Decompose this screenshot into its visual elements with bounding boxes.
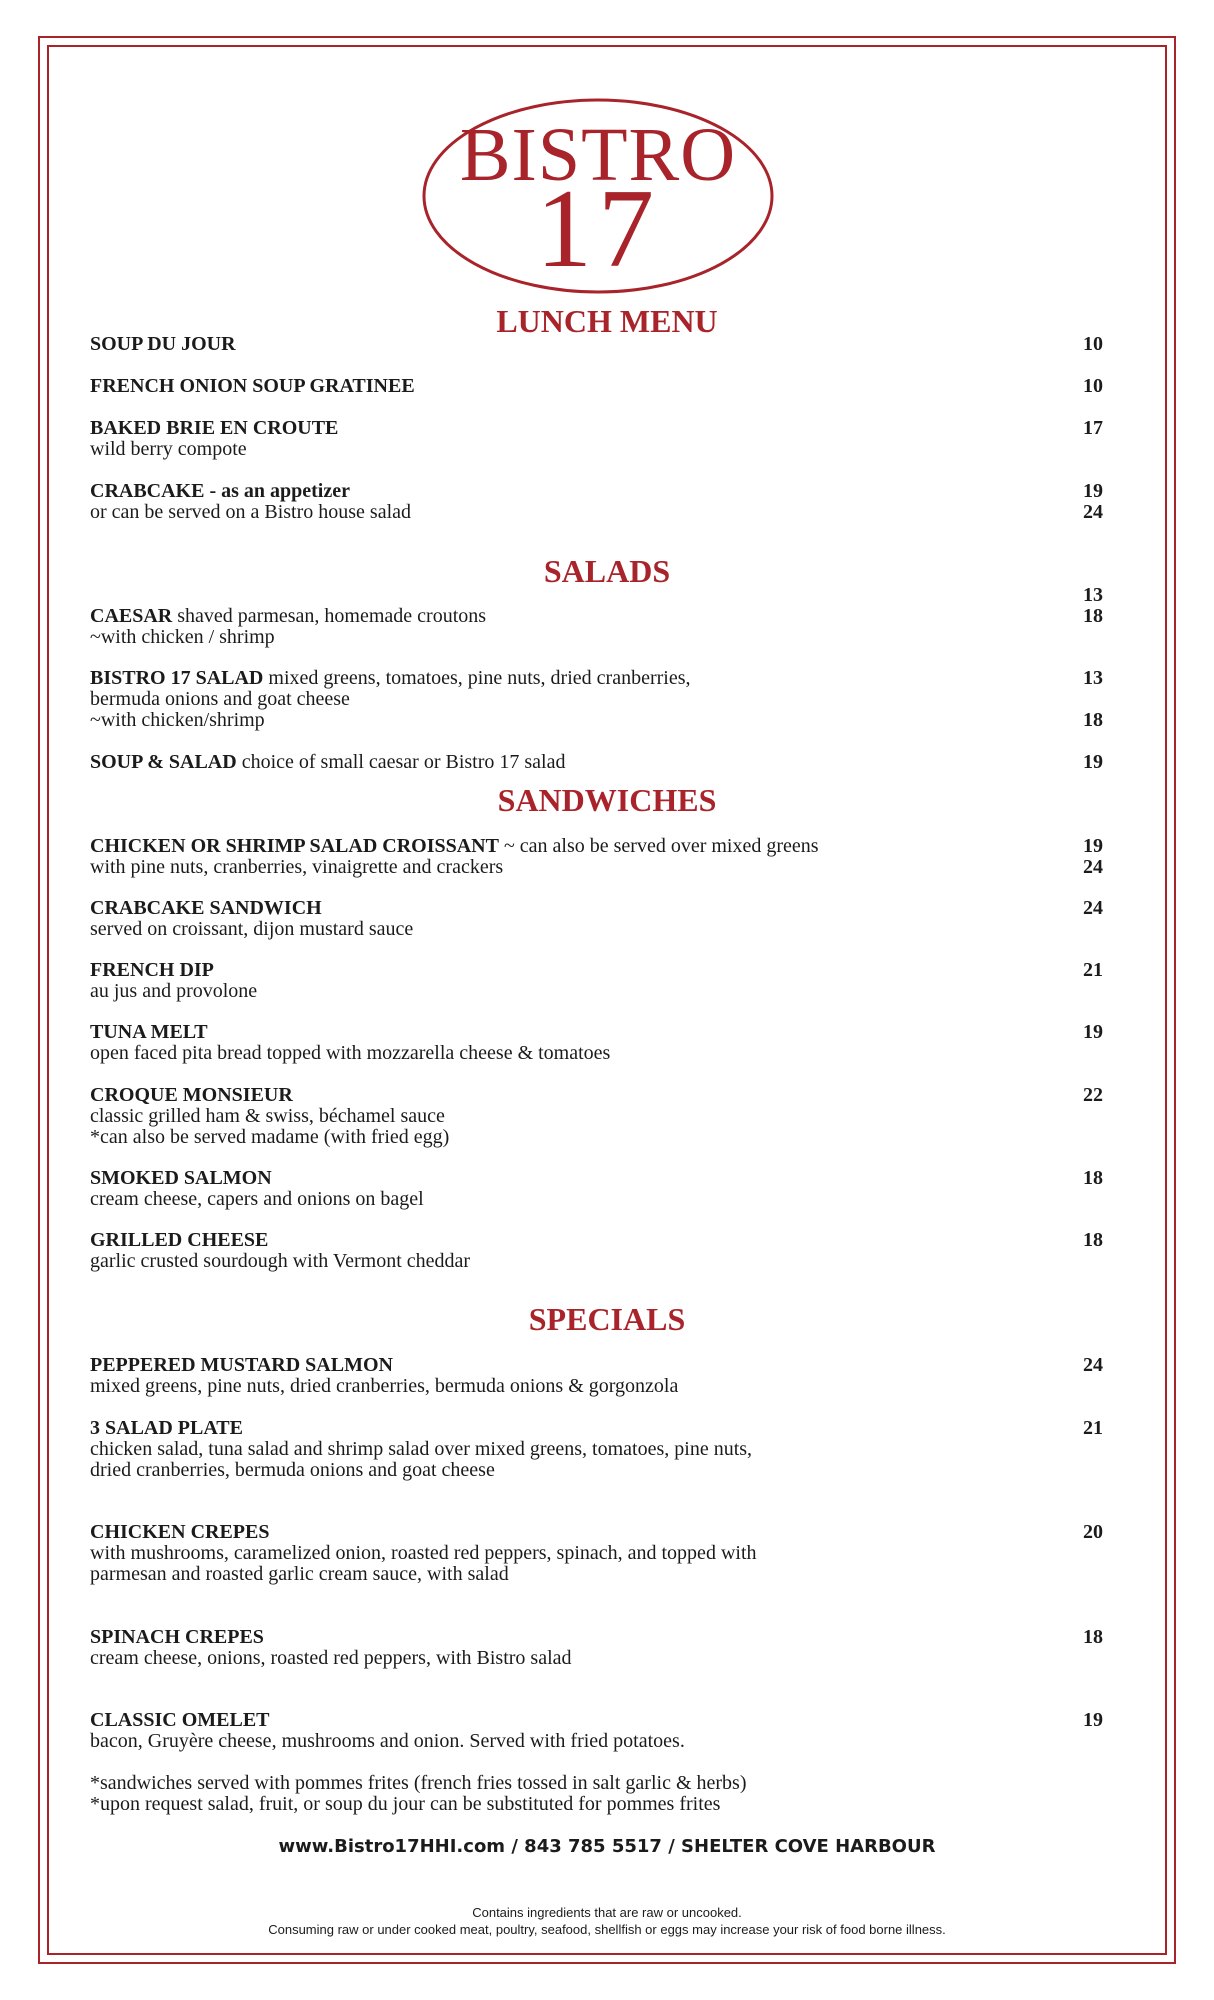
menu-item-croissant [90,836,1105,878]
item-price: 21 [1083,1417,1103,1439]
item-description: cream cheese, onions, roasted red peppers, with Bistro salad [90,1647,572,1669]
item-description: shaved parmesan, homemade croutons [172,605,487,627]
bistro-logo [421,97,775,295]
menu-item-soup-du-jour [90,334,1105,355]
item-name: GRILLED CHEESE [90,1229,269,1251]
item-name: PEPPERED MUSTARD SALMON [90,1354,393,1376]
item-description-extra: dried cranberries, bermuda onions and goat cheese [90,1459,495,1481]
item-name: CAESAR [90,605,173,627]
salads-heading: SALADS [543,553,671,589]
menu-item-chicken-crepes [90,1522,1105,1585]
item-price: 18 [1083,1626,1103,1648]
item-name: CRABCAKE SANDWICH [90,897,322,919]
item-description-extra: parmesan and roasted garlic cream sauce, with salad [90,1563,509,1585]
item-description: cream cheese, capers and onions on bagel [90,1188,424,1210]
disclaimer-line-2: Consuming raw or under cooked meat, poultry, seafood, shellfish or eggs may increase your risk of food borne illness. [268,1922,946,1937]
item-price: 24 [1083,1354,1103,1376]
frites-note: *sandwiches served with pommes frites (french fries tossed in salt garlic & herbs) [90,1772,747,1794]
item-price: 18 [1083,1229,1103,1251]
item-price-alt: 24 [1083,501,1103,523]
item-description: garlic crusted sourdough with Vermont cheddar [90,1250,471,1272]
item-description: with mushrooms, caramelized onion, roasted red peppers, spinach, and topped with [90,1542,757,1564]
contact-line: www.Bistro17HHI.com / 843 785 5517 / SHELTER COVE HARBOUR [278,1836,936,1857]
item-description: mixed greens, tomatoes, pine nuts, dried cranberries, [263,667,691,689]
item-price: 20 [1083,1521,1103,1543]
menu-item-soup-and-salad [90,752,1105,773]
specials-heading: SPECIALS [528,1301,686,1337]
disclaimer-line-1: Contains ingredients that are raw or uncooked. [472,1905,742,1920]
item-price: 24 [1083,897,1103,919]
item-price: 10 [1083,333,1103,355]
menu-item-spinach-crepes [90,1627,1105,1669]
item-name: TUNA MELT [90,1021,208,1043]
item-price: 19 [1083,751,1103,773]
menu-item-peppered-mustard-salmon [90,1355,1105,1397]
menu-item-baked-brie [90,418,1105,460]
item-price: 19 [1083,480,1103,502]
item-price: 19 [1083,835,1103,857]
item-price: 13 [1083,584,1103,606]
menu-item-3-salad-plate [90,1418,1105,1481]
item-price: 13 [1083,667,1103,689]
menu-item-french-onion [90,376,1105,397]
item-name: CHICKEN OR SHRIMP SALAD CROISSANT [90,835,499,857]
item-name: 3 SALAD PLATE [90,1417,243,1439]
item-price-alt: 18 [1083,709,1103,731]
item-description: or can be served on a Bistro house salad [90,501,412,523]
item-price: 21 [1083,959,1103,981]
item-price: 10 [1083,375,1103,397]
item-name: FRENCH ONION SOUP GRATINEE [90,375,415,397]
item-description-extra: ~with chicken/shrimp [90,709,265,731]
item-price-alt: 18 [1083,605,1103,627]
item-price: 17 [1083,417,1103,439]
item-name: CHICKEN CREPES [90,1521,270,1543]
item-price: 19 [1083,1709,1103,1731]
menu-item-french-dip [90,960,1105,1002]
menu-item-smoked-salmon [90,1168,1105,1210]
item-name: SOUP & SALAD [90,751,237,773]
menu-item-crabcake [90,481,1105,523]
item-name: SMOKED SALMON [90,1167,272,1189]
item-description: mixed greens, pine nuts, dried cranberries, bermuda onions & gorgonzola [90,1375,679,1397]
item-name: CLASSIC OMELET [90,1709,270,1731]
item-price-alt: 24 [1083,856,1103,878]
item-description: chicken salad, tuna salad and shrimp salad over mixed greens, tomatoes, pine nuts, [90,1438,753,1460]
item-price: 18 [1083,1167,1103,1189]
item-description: served on croissant, dijon mustard sauce [90,918,414,940]
menu-item-classic-omelet [90,1710,1105,1752]
item-name: FRENCH DIP [90,959,214,981]
item-description: au jus and provolone [90,980,258,1002]
substitute-note: *upon request salad, fruit, or soup du jour can be substituted for pommes frites [90,1793,721,1815]
item-description: bacon, Gruyère cheese, mushrooms and onion. Served with fried potatoes. [90,1730,685,1752]
item-description: wild berry compote [90,438,247,460]
item-description: choice of small caesar or Bistro 17 salad [236,751,566,773]
menu-item-bistro-17-salad [90,668,1105,731]
item-name: BISTRO 17 SALAD [90,667,264,689]
sandwiches-heading: SANDWICHES [497,782,717,818]
item-price: 22 [1083,1084,1103,1106]
item-description-extra: *can also be served madame (with fried egg) [90,1126,450,1148]
item-name: SPINACH CREPES [90,1626,264,1648]
item-name: SOUP DU JOUR [90,333,236,355]
menu-item-caesar [90,606,1105,648]
item-description: classic grilled ham & swiss, béchamel sauce [90,1105,445,1127]
item-price: 19 [1083,1021,1103,1043]
menu-item-tuna-melt [90,1022,1105,1064]
logo-word: BISTRO [459,113,737,197]
item-description-extra: bermuda onions and goat cheese [90,688,350,710]
lunch-menu-heading: LUNCH MENU [496,303,718,339]
item-description-extra: ~with chicken / shrimp [90,626,275,648]
logo-number: 17 [536,167,660,291]
item-description-extra: with pine nuts, cranberries, vinaigrette and crackers [90,856,504,878]
menu-item-croque-monsieur [90,1085,1105,1148]
item-name: BAKED BRIE EN CROUTE [90,417,339,439]
item-description: open faced pita bread topped with mozzarella cheese & tomatoes [90,1042,611,1064]
menu-item-crabcake-sandwich [90,898,1105,940]
item-name: CROQUE MONSIEUR [90,1084,293,1106]
menu-item-grilled-cheese [90,1230,1105,1272]
item-description: ~ can also be served over mixed greens [498,835,819,857]
item-name: CRABCAKE - as an appetizer [90,480,350,502]
